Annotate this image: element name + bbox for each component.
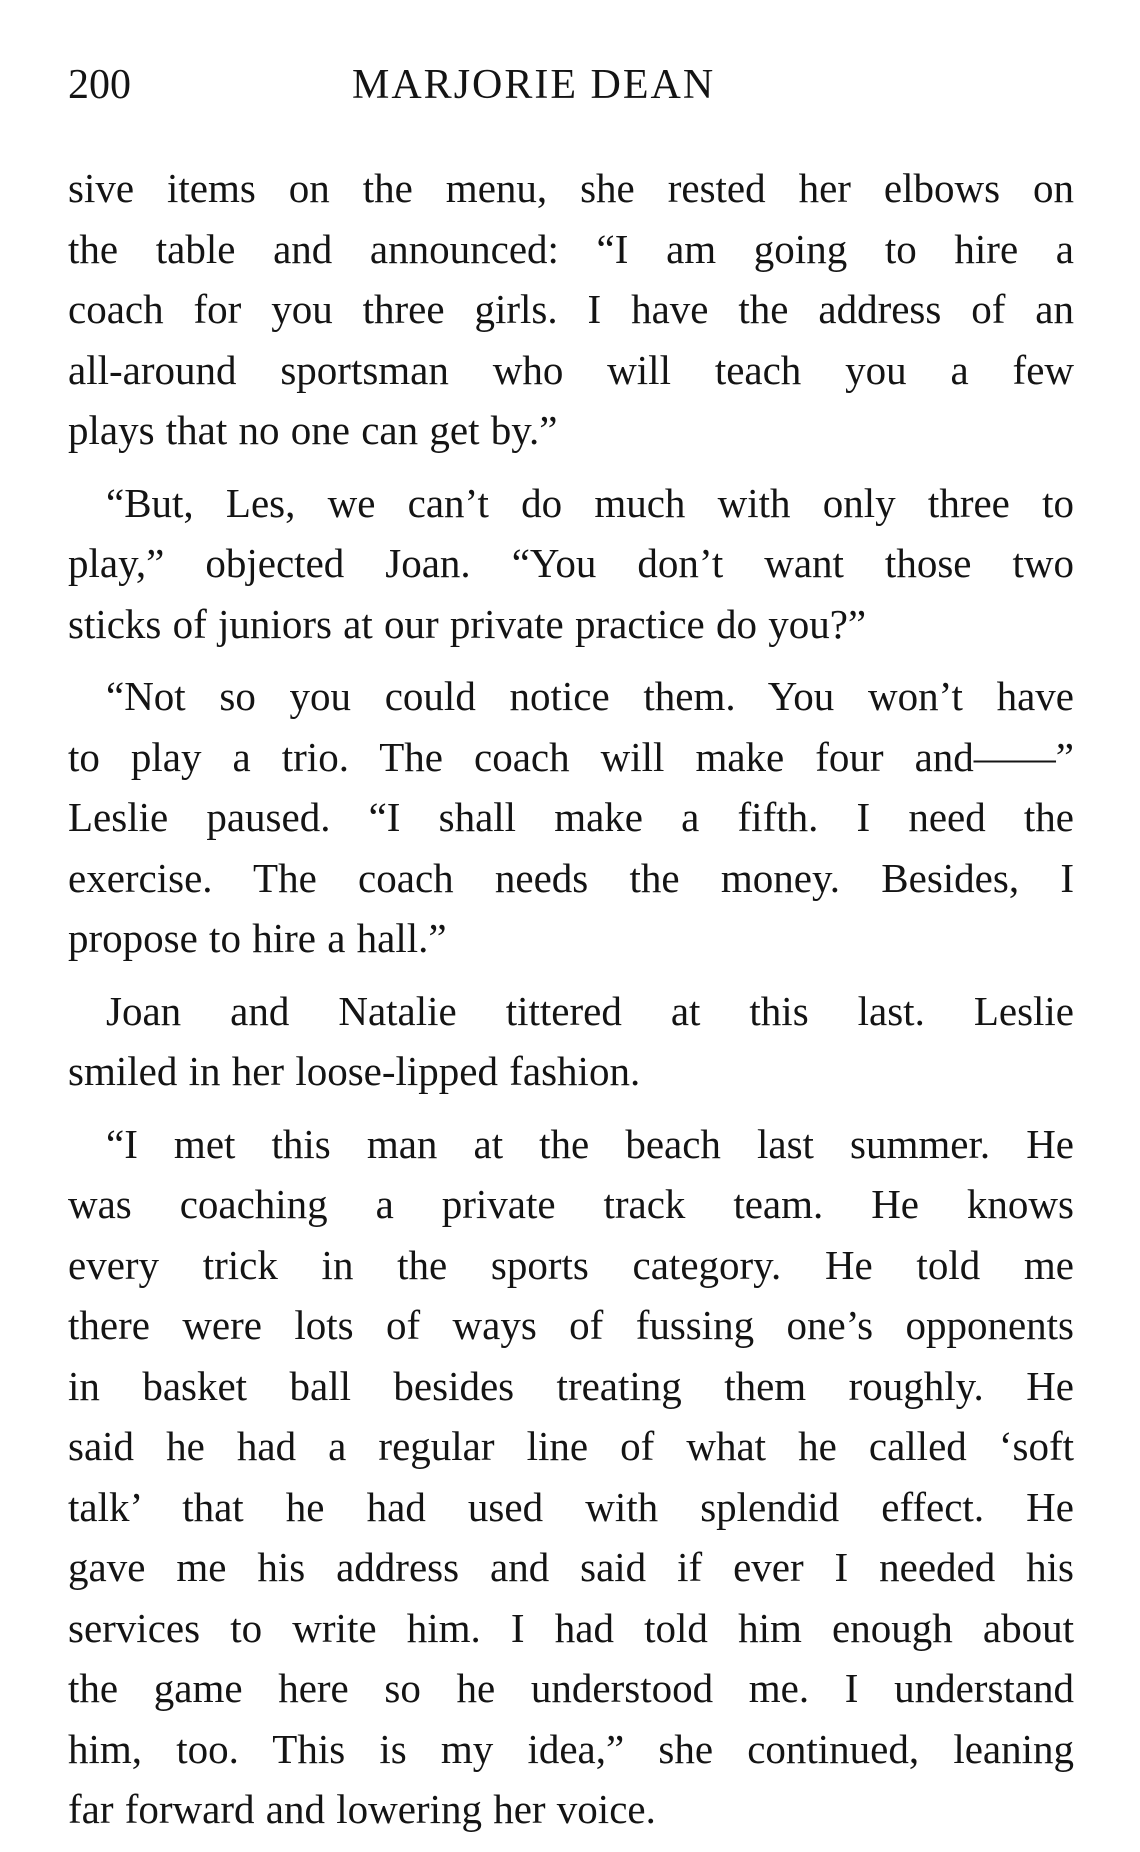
text-line: sticks of juniors at our private practice do you?” [68,600,867,647]
text-line: the table and announced: “I am going to hire a [68,225,1074,272]
text-line: Leslie paused. “I shall make a fifth. I need the [68,794,1074,840]
text-line: coach for you three girls. I have the address of an [68,286,1074,332]
text-line: far forward and lowering her voice. [68,1786,656,1832]
text-line: “Not so you could notice them. You won’t have [106,673,1074,719]
text-line: him, too. This is my idea,” she continued, leaning [68,1725,1074,1772]
book-title: MARJORIE DEAN [352,62,716,108]
page-number: 200 [68,62,131,108]
text-line: propose to hire a hall.” [68,915,447,961]
text-line: “I met this man at the beach last summer. He [106,1120,1074,1167]
text-line: smiled in her loose-lipped fashion. [68,1048,641,1094]
text-line: said he had a regular line of what he called ‘soft [68,1423,1074,1469]
paragraph [68,981,1074,1102]
text-line: all-around sportsman who will teach you a few [68,346,1074,393]
paragraph [68,158,1074,461]
paragraph [68,666,1074,969]
text-line: sive items on the menu, she rested her elbows on [68,165,1074,211]
text-line: services to write him. I had told him enough about [68,1604,1074,1651]
body-text [68,158,1074,1840]
text-line: exercise. The coach needs the money. Besides, I [68,854,1074,901]
text-line: gave me his address and said if ever I needed his [68,1544,1074,1590]
running-head [68,52,1074,118]
text-line: “But, Les, we can’t do much with only three to [106,479,1074,526]
text-line: was coaching a private track team. He knows [68,1181,1074,1227]
text-line: to play a trio. The coach will make four and——” [68,733,1074,780]
text-line: in basket ball besides treating them roughly. He [68,1362,1074,1409]
text-line: plays that no one can get by.” [68,407,558,453]
text-line: Joan and Natalie tittered at this last. Leslie [106,987,1074,1034]
book-page [68,52,1074,1852]
text-line: the game here so he understood me. I understand [68,1665,1074,1711]
paragraph [68,473,1074,655]
text-line: there were lots of ways of fussing one’s opponents [68,1302,1074,1348]
text-line: play,” objected Joan. “You don’t want those two [68,540,1074,586]
text-line: talk’ that he had used with splendid effect. He [68,1483,1074,1530]
paragraph [68,1114,1074,1840]
text-line: every trick in the sports category. He told me [68,1241,1074,1288]
